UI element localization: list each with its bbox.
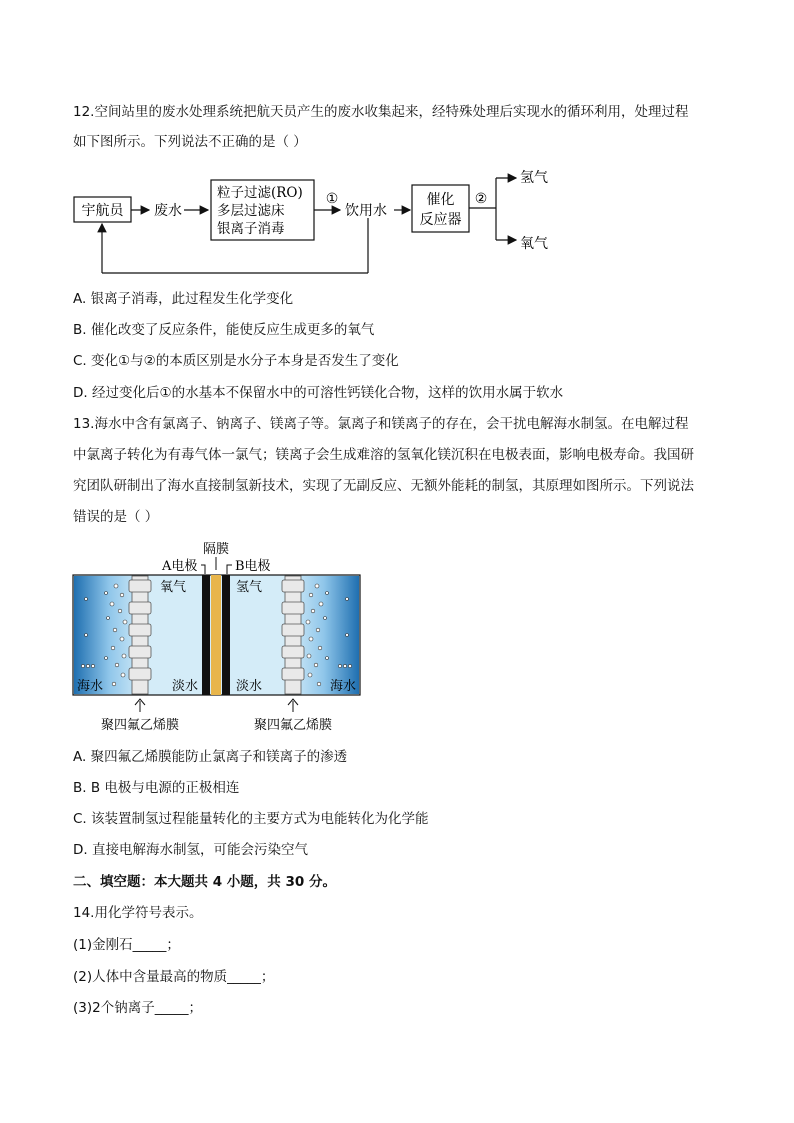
separator-membrane [211, 575, 221, 695]
ptfe-membrane-right [282, 576, 304, 694]
seawater-left-label: 海水 [76, 679, 104, 694]
q12-flow-diagram [60, 160, 580, 280]
separator-label: 隔膜 [202, 542, 230, 557]
process-line2: 多层过滤床 [217, 203, 285, 219]
freshwater-left-label: 淡水 [171, 679, 199, 694]
q12-option-c: C. 变化①与②的本质区别是水分子本身是否发生了变化 [73, 353, 399, 369]
oxygen-label: 氧气 [520, 236, 548, 252]
electrode-b-pointer [227, 565, 232, 574]
q14-item-2: (2)人体中含量最高的物质_____； [73, 969, 275, 985]
q13-option-b: B. B 电极与电源的正极相连 [73, 780, 240, 796]
q12-stem-line1: 12.空间站里的废水处理系统把航天员产生的废水收集起来，经特殊处理后实现水的循环利用，处理过程 [73, 104, 689, 120]
q13-stem-line2: 中氯离子转化为有毒气体一氯气；镁离子会生成难溶的氢氧化镁沉积在电极表面，影响电极寿命。我国研 [73, 447, 694, 463]
process-line3: 银离子消毒 [217, 221, 285, 237]
ptfe-pointer-right [288, 699, 298, 712]
ptfe-right-label: 聚四氟乙烯膜 [253, 718, 333, 733]
q12-option-d: D. 经过变化后①的水基本不保留水中的可溶性钙镁化合物，这样的饮用水属于软水 [73, 385, 564, 401]
q13-option-d: D. 直接电解海水制氢，可能会污染空气 [73, 842, 308, 858]
hydrogen-label: 氢气 [520, 170, 548, 186]
ptfe-membrane-left [129, 576, 151, 694]
seawater-right-label: 海水 [329, 679, 357, 694]
drinking-water-label: 饮用水 [345, 203, 387, 219]
q14-item-1: (1)金刚石_____； [73, 937, 180, 953]
q13-stem-line4: 错误的是（ ） [73, 509, 159, 525]
q13-stem-line1: 13.海水中含有氯离子、钠离子、镁离子等。氯离子和镁离子的存在，会干扰电解海水制氢。在电解过程 [73, 416, 689, 432]
q14-item-3: (3)2个钠离子_____； [73, 1000, 202, 1016]
mark-1: ① [325, 191, 339, 207]
reactor-line1: 催化 [426, 192, 455, 208]
q13-electrolysis-figure [68, 538, 368, 738]
ptfe-pointer-left [135, 699, 145, 712]
oxygen-label: 氧气 [159, 580, 187, 595]
q12-option-b: B. 催化改变了反应条件，能使反应生成更多的氧气 [73, 322, 375, 338]
q14-stem: 14.用化学符号表示。 [73, 905, 203, 921]
q13-stem-line3: 究团队研制出了海水直接制氢新技术，实现了无副反应、无额外能耗的制氢，其原理如图所示。下列说法 [73, 478, 694, 494]
electrode-b-label: B电极 [235, 559, 271, 574]
astronaut-label: 宇航员 [81, 203, 124, 219]
ptfe-left-label: 聚四氟乙烯膜 [100, 718, 180, 733]
reactor-line2: 反应器 [419, 212, 462, 228]
q12-option-a: A. 银离子消毒，此过程发生化学变化 [73, 291, 294, 307]
q13-option-a: A. 聚四氟乙烯膜能防止氯离子和镁离子的渗透 [73, 749, 348, 765]
q13-option-c: C. 该装置制氢过程能量转化的主要方式为电能转化为化学能 [73, 811, 429, 827]
hydrogen-label: 氢气 [235, 580, 263, 595]
electrode-a-pointer [201, 565, 205, 574]
electrode-b [222, 575, 230, 695]
freshwater-right-label: 淡水 [235, 679, 263, 694]
wastewater-label: 废水 [154, 203, 182, 219]
electrode-a-label: A电极 [162, 559, 198, 574]
q12-stem-line2: 如下图所示。下列说法不正确的是（ ） [73, 134, 307, 150]
process-line1: 粒子过滤(RO) [217, 185, 303, 201]
electrode-a [202, 575, 210, 695]
mark-2: ② [474, 191, 488, 207]
section-2-heading: 二、填空题：本大题共 4 小题，共 30 分。 [73, 874, 336, 890]
